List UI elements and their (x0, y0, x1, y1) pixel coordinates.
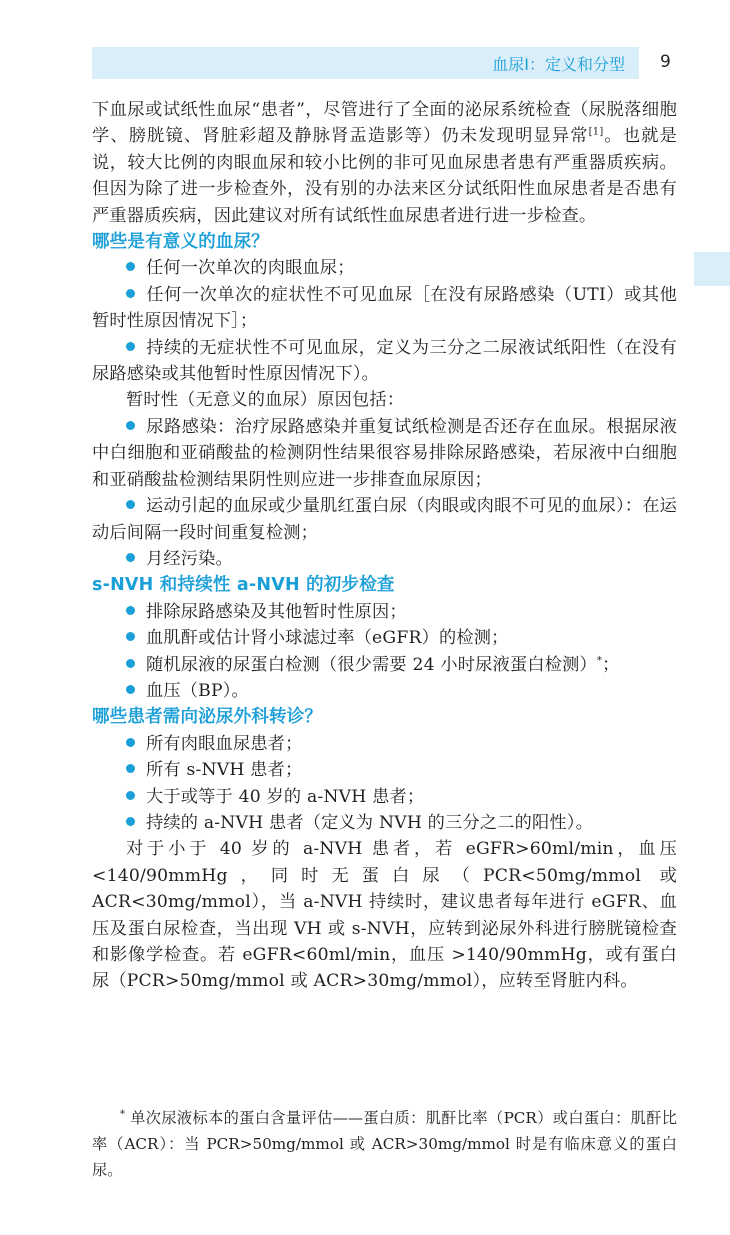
list-item-text: 血肌酐或估计肾小球滤过率（eGFR）的检测； (146, 628, 509, 649)
bullet-icon (126, 685, 135, 694)
list-item (92, 678, 677, 704)
closing-paragraph: 对于小于 40 岁的 a-NVH 患者，若 eGFR>60ml/min，血压 <140/90mmHg，同时无蛋白尿（PCR<50mg/mmol 或 ACR<30mg/mmol），当 a-NVH 持续时，建议患者每年进行 eGFR、血压及蛋白尿检查，当出现 VH 或 s-NVH，应转到泌尿外科进行膀胱镜检查和影像学检查。若 eGFR<60ml/min，血压 >140/90mmHg，或有蛋白尿（PCR>50mg/mmol 或 ACR>30mg/mmol），应转至肾脏内科。 (92, 839, 677, 992)
list-item (92, 599, 677, 625)
list-item (92, 335, 677, 388)
running-header-band (92, 47, 639, 79)
running-title: 血尿Ⅰ：定义和分型 (492, 55, 625, 74)
bullet-icon (126, 606, 135, 615)
citation-ref: [1] (588, 126, 604, 138)
bullet-icon (126, 738, 135, 747)
footnote (92, 1105, 677, 1183)
list-item (92, 546, 677, 572)
footnote-mark: * (120, 1108, 125, 1120)
list-item-text: 血压（BP）。 (146, 680, 249, 701)
list-item (92, 625, 677, 651)
list-item-text: 所有肉眼血尿患者； (146, 733, 303, 754)
list-item (92, 784, 677, 810)
list-item-text: 持续的 a-NVH 患者（定义为 NVH 的三分之二的阳性）。 (146, 812, 593, 833)
page-body (92, 97, 677, 995)
list-item-text: 随机尿液的尿蛋白检测（很少需要 24 小时尿液蛋白检测） (146, 654, 597, 675)
intro-text-after: 。也就是说，较大比例的肉眼血尿和较小比例的非可见血尿患者患有严重器质疾病。但因为除了进一步检查外，没有别的办法来区分试纸阳性血尿患者是否患有严重器质疾病，因此建议对所有试纸性血尿患者进行进一步检查。 (92, 126, 677, 226)
list-item-text: 排除尿路感染及其他暂时性原因； (146, 601, 407, 622)
list-item (92, 731, 677, 757)
bullet-icon (126, 553, 135, 562)
list-item (92, 414, 677, 493)
intro-text: 下血尿或试纸性血尿“患者”，尽管进行了全面的泌尿系统检查（尿脱落细胞学、膀胱镜、肾脏彩超及静脉肾盂造影等）仍未发现明显异常 (92, 100, 677, 147)
bullet-icon (126, 262, 135, 271)
list-item-text: 月经污染。 (146, 548, 233, 569)
intro-paragraph (92, 97, 677, 229)
list-item-text: 任何一次单次的症状性不可见血尿［在没有尿路感染（UTI）或其他暂时性原因情况下］； (92, 284, 677, 332)
bullet-icon (126, 500, 135, 509)
list-item (92, 810, 677, 836)
section-heading-significant-hematuria: 哪些是有意义的血尿？ (92, 232, 269, 253)
list-item-text: 大于或等于 40 岁的 a-NVH 患者； (146, 786, 425, 807)
list-item-text: 所有 s-NVH 患者； (146, 760, 303, 781)
bullet-icon (126, 421, 135, 430)
list-item-text: 任何一次单次的肉眼血尿； (146, 258, 355, 279)
list-item (92, 493, 677, 546)
bullet-icon (126, 632, 135, 641)
bullet-icon (126, 342, 135, 351)
footnote-marker: * (596, 654, 603, 666)
list-item-text-end: ； (602, 654, 620, 675)
bullet-icon (126, 659, 135, 668)
chapter-thumb-tab (694, 252, 730, 286)
bullet-icon (126, 817, 135, 826)
section-heading-initial-workup: s-NVH 和持续性 a-NVH 的初步检查 (92, 575, 395, 596)
list-item (92, 757, 677, 783)
bullet-icon (126, 764, 135, 773)
list-item (92, 255, 677, 281)
list-item (92, 652, 677, 678)
transient-causes-intro: 暂时性（无意义的血尿）原因包括： (126, 390, 405, 411)
bullet-icon (126, 289, 135, 298)
footnote-text: 单次尿液标本的蛋白含量评估——蛋白质：肌酐比率（PCR）或白蛋白：肌酐比率（ACR）：当 PCR>50mg/mmol 或 ACR>30mg/mmol 时是有临床意义的蛋白尿。 (92, 1109, 677, 1179)
page-number: 9 (660, 52, 671, 72)
section-heading-urology-referral: 哪些患者需向泌尿外科转诊？ (92, 707, 323, 728)
list-item (92, 282, 677, 335)
list-item-text: 运动引起的血尿或少量肌红蛋白尿（肉眼或肉眼不可见的血尿）：在运动后间隔一段时间重复检测； (92, 496, 677, 543)
list-item-text: 尿路感染：治疗尿路感染并重复试纸检测是否还存在血尿。根据尿液中白细胞和亚硝酸盐的检测阴性结果很容易排除尿路感染，若尿液中白细胞和亚硝酸盐检测结果阴性则应进一步排查血尿原因； (92, 416, 677, 490)
list-item-text: 持续的无症状性不可见血尿，定义为三分之二尿液试纸阳性（在没有尿路感染或其他暂时性原因情况下）。 (92, 337, 677, 385)
bullet-icon (126, 791, 135, 800)
